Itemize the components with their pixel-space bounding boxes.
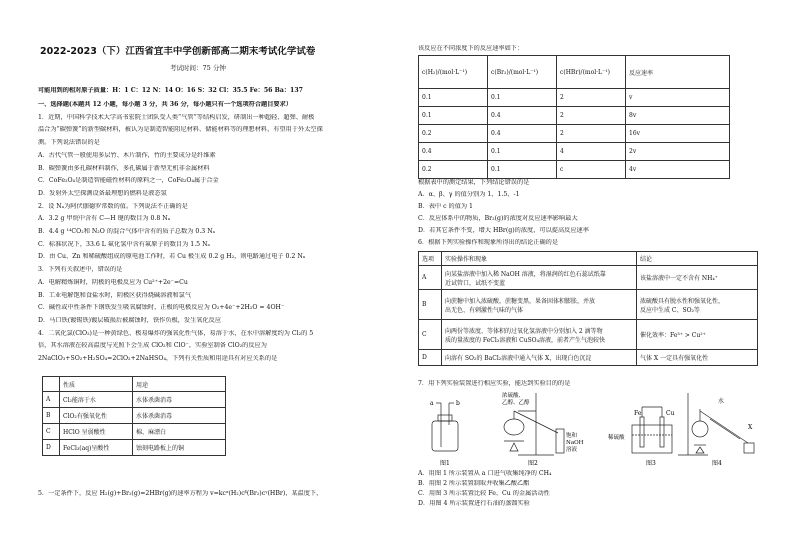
fig4-water: 水: [718, 398, 725, 405]
q4-use: 水体杀菌消毒: [133, 408, 226, 424]
fig2-naoh-2: NaOH: [566, 440, 584, 446]
q4-header-blank: [43, 377, 60, 392]
q6-header-conclusion: 结论: [637, 252, 758, 266]
q4-property: FeCl₃(aq)呈酸性: [60, 440, 133, 456]
q5-line: 5．一定条件下，反应 H₂(g)+Br₂(g)=2HBr(g)的速率方程为 v=kcᵅ(H₂)cᵝ(Br₂)cᵞ(HBr)，某温度下，: [38, 490, 323, 497]
rate-cell: 0.1: [488, 161, 557, 179]
q6-operation: [442, 290, 637, 320]
rate-header-hbr: c(HBr)/(mol·L⁻¹): [557, 56, 626, 89]
q6-header-option: 选项: [419, 252, 442, 266]
q7-figures: [418, 389, 763, 467]
text-line: A．古代气管一般使用多层竹、木片制作，竹的主要成分是纤维素: [38, 151, 216, 159]
q6-conclusion-line: 催化效率：Fe³⁺ > Cu²⁺: [640, 332, 706, 339]
rate-cell: 0.4: [488, 125, 557, 143]
rate-cell: c: [557, 161, 626, 179]
q6-option: B: [419, 290, 442, 320]
fig4-caption: 图4: [712, 460, 722, 467]
text-line: 一、选择题(本题共 12 小题，每小题 3 分，共 36 分，每小题只有一个选项符合题目要求）: [38, 101, 292, 108]
q4-property: Cl₂能溶于水: [60, 392, 133, 408]
rate-cell: 2v: [626, 143, 730, 161]
q4-option: C: [43, 424, 60, 440]
text-line: 倍，其水溶液在较高温度与光照下会生成 ClO₂和 ClO⁻，实验室制备 ClO₂的反应为: [38, 342, 267, 350]
q4-use: 蚀刻电路板上的铜: [133, 440, 226, 456]
text-line: C．碱性或中性条件下钢铁发生吸氧腐蚀时，正极的电极反应为 O₂+4e⁻+2H₂O = 4OH⁻: [38, 304, 285, 312]
table-row: [419, 89, 730, 107]
rate-cell: 0.2: [419, 125, 488, 143]
text-line: 温合为“碳弹簧”的新型碳材料，被认为是制造智能阻尼材料、储能材料等的理想材料，有望用于外太空探: [38, 126, 323, 134]
rate-cell: v: [626, 89, 730, 107]
q4-option: B: [43, 408, 60, 424]
fig3-cu: Cu: [666, 410, 675, 417]
table-row: [43, 424, 226, 440]
fig2-naoh-1: 饱和: [566, 433, 578, 439]
text-line: B．用图 2 所示装置制取并收集乙酸乙酯: [418, 480, 530, 487]
fig2-naoh-3: 溶液: [566, 447, 578, 453]
fig1-caption: 图1: [440, 460, 450, 467]
q4-table: [42, 376, 226, 456]
table-row: [419, 143, 730, 161]
fig4-x: X: [748, 424, 753, 431]
q6-conclusion-line: 浓硫酸具有脱水性和强氧化性，: [640, 297, 725, 305]
q6-operation-line: 出无色、有刺激性气味的气体: [445, 306, 524, 314]
q6-conclusion-line: 该盐溶液中一定不含有 NH₄⁺: [640, 275, 718, 282]
q6-operation: [442, 350, 637, 366]
fig1-gas-bottle: [432, 403, 458, 451]
q6-operation-line: 向溶有 SO₂的 BaCl₂溶液中通入气体 X，出现白色沉淀: [445, 355, 592, 362]
fig2-label-2: 乙醇、乙醇: [502, 400, 530, 406]
rate-table: [418, 55, 730, 179]
q6-option: A: [419, 266, 442, 290]
fig1-label-a: a: [430, 400, 434, 407]
q6-operation-line: 向蔗糖中加入浓硫酸，蔗糖变黑，果备固体积膨胀，并放: [445, 297, 596, 305]
q6-header-operation: 实验操作和现象: [442, 252, 637, 266]
text-line: C．反应体系中的物质，Br₂(g)的浓度对反应速率影响最大: [418, 215, 578, 222]
table-row: [43, 408, 226, 424]
rate-cell: 0.1: [488, 89, 557, 107]
q6-operation-line: 向两份等浓度、等体积的过氧化氢溶液中分别加入 2 滴等物: [445, 327, 603, 335]
q4-header-use: 用途: [133, 377, 226, 392]
rate-cell: 4v: [626, 161, 730, 179]
fig1-label-b: b: [456, 400, 460, 407]
text-line: B．碳弹簧由多孔碳材料制作，多孔碳属于新型无机非金属材料: [38, 164, 210, 172]
rate-header-br2: c(Br₂)/(mol·L⁻¹): [488, 56, 557, 89]
text-line: A．α、β、γ 的值分别为 1、1.5、-1: [418, 191, 520, 198]
page-title: 2022-2023（下）江西省宜丰中学创新部高二期末考试化学试卷: [40, 46, 316, 57]
q6-table: [418, 251, 758, 366]
q6-operation-line: 近试管口，试纸不变蓝: [445, 279, 506, 287]
text-line: 6．根据下列实验操作和现象所得出的结论正确的是: [418, 239, 559, 246]
text-line: 2．设 Nₐ为阿伏伽德罗常数的值。下列说法不正确的是: [38, 202, 188, 210]
text-line: D．由 Cu、Zn 和稀硫酸组成的原电池工作时，若 Cu 极生成 0.2 g H₂，则电路通过电子 0.2 Nₐ: [38, 253, 306, 261]
text-line: C．CoFe₂O₄是制造智能磁性材料的原料之一，CoFe₂O₄属于合金: [38, 177, 219, 185]
rate-cell: 16v: [626, 125, 730, 143]
text-line: 1．近期，中国科学技术大学高书宏院士团队受人类“气管”等结构启发，研制出一种超轻、超弹、耐极: [38, 113, 315, 121]
q4-header-property: 性质: [60, 377, 133, 392]
text-line: 3．下列有关叙述中，错误的是: [38, 266, 123, 274]
q6-conclusion-line: 反应中生成 C、SO₂等: [640, 306, 700, 314]
q6-conclusion: [637, 350, 758, 366]
fig3-acid: 稀硫酸: [608, 435, 625, 441]
text-line: B．4.4 g ¹⁴CO₂和 N₂O 的混合气体中含有的质子总数为 0.3 Nₐ: [38, 228, 216, 235]
rate-cell: 2: [557, 125, 626, 143]
rate-cell: 0.1: [488, 143, 557, 161]
q6-option: D: [419, 350, 442, 366]
rate-cell: 4: [557, 143, 626, 161]
text-line: 4．二氧化氯(ClO₂)是一种黄绿色、极易爆炸的强氧化性气体，易溶于水，在水中溶解度约为 Cl₂的 5: [38, 329, 314, 337]
atomic-masses: 可能用到的相对原子质量：H：1 C：12 N：14 O：16 S：32 Cl：35.5 Fe：56 Ba：137: [38, 87, 303, 94]
rate-header-rate: 反应速率: [626, 56, 730, 89]
text-line: 测。下列说法错误的是: [38, 139, 100, 147]
table-row: [419, 107, 730, 125]
table-row: [419, 161, 730, 179]
rate-cell: 0.1: [419, 107, 488, 125]
rate-header-h2: c(H₂)/(mol·L⁻¹): [419, 56, 488, 89]
rate-cell: 8v: [626, 107, 730, 125]
text-line: D．马口铁(镀锡铁)镀层破损后被腐蚀时，铁作负极，发生氧化反应: [38, 316, 222, 324]
rate-cell: 0.4: [419, 143, 488, 161]
table-row: [419, 290, 758, 320]
fig4-distillation-apparatus: [678, 393, 754, 455]
q6-operation-line: 质的量浓度的 FeCl₃溶液和 CuSO₄溶液，前者产生气泡较快: [445, 336, 606, 344]
q6-option: C: [419, 320, 442, 350]
table-row: [43, 392, 226, 408]
q7-title: 7．用下列实验装置进行相应实验，能达到实验目的的是: [418, 380, 571, 387]
rate-cell: 0.4: [488, 107, 557, 125]
fig2-caption: 图2: [528, 460, 538, 467]
table-row: [419, 350, 758, 366]
fig3-caption: 图3: [646, 460, 656, 467]
q4-use: 棉、麻漂白: [133, 424, 226, 440]
fig2-label-1: 浓硫酸、: [502, 393, 525, 399]
q6-operation: [442, 320, 637, 350]
text-line: B．工业电解饱和食盐水时，阴极区获得烧碱溶液和氯气: [38, 291, 192, 299]
text-line: A．用图 1 所示装置从 a 口进气收集纯净的 CH₄: [418, 470, 552, 477]
text-line: A．3.2 g 甲烷中含有 C—H 键的数目为 0.8 Nₐ: [38, 215, 171, 223]
rate-intro: 该反应在不同浓度下的反应速率如下：: [418, 45, 524, 52]
exam-time: 考试时间：75 分钟: [170, 64, 226, 72]
q6-conclusion-line: 气体 X 一定具有强氧化性: [640, 355, 709, 362]
text-line: D．发射外太空探测设备最理想的燃料是液态氢: [38, 189, 167, 197]
q4-use: 水体杀菌消毒: [133, 392, 226, 408]
q6-operation: [442, 266, 637, 290]
table-row: [419, 320, 758, 350]
q4-option: D: [43, 440, 60, 456]
text-line: C．标准状况下，33.6 L 氟化氢中含有氟原子的数目为 1.5 Nₐ: [38, 240, 210, 248]
q4-property: ClO₂有强氧化性: [60, 408, 133, 424]
q6-conclusion: [637, 320, 758, 350]
text-line: B．表中 c 的值为 1: [418, 203, 473, 210]
rate-cell: 0.2: [419, 161, 488, 179]
rate-cell: 2: [557, 89, 626, 107]
rate-cell: 0.1: [419, 89, 488, 107]
table-row: [43, 440, 226, 456]
text-line: 2NaClO₃+SO₂+H₂SO₄=2ClO₂+2NaHSO₄，下列有关性质和用途具有对应关系的是: [38, 355, 278, 362]
table-row: [419, 266, 758, 290]
text-line: A．电解精炼铜时，阴极的电极反应为 Cu²⁺+2e⁻=Cu: [38, 278, 188, 286]
text-line: C．用图 3 所示装置比较 Fe、Cu 的金属活动性: [418, 490, 550, 497]
q4-property: HClO 呈弱酸性: [60, 424, 133, 440]
rate-cell: 2: [557, 107, 626, 125]
table-row: [419, 125, 730, 143]
q6-conclusion: [637, 266, 758, 290]
q4-option: A: [43, 392, 60, 408]
fig3-fe: Fe: [634, 410, 642, 417]
text-line: 根据表中的测定结果，下列结论错误的是: [418, 179, 530, 186]
text-line: D．若其它条件不变，增大 HBr(g)的浓度，可以提高反应速率: [418, 227, 589, 234]
q6-operation-line: 向某盐溶液中加入稀 NaOH 溶液，将湿润的红色石蕊试纸靠: [445, 270, 606, 278]
q6-conclusion: [637, 290, 758, 320]
text-line: D．用图 4 所示装置进行石油的蒸馏实验: [418, 500, 530, 507]
